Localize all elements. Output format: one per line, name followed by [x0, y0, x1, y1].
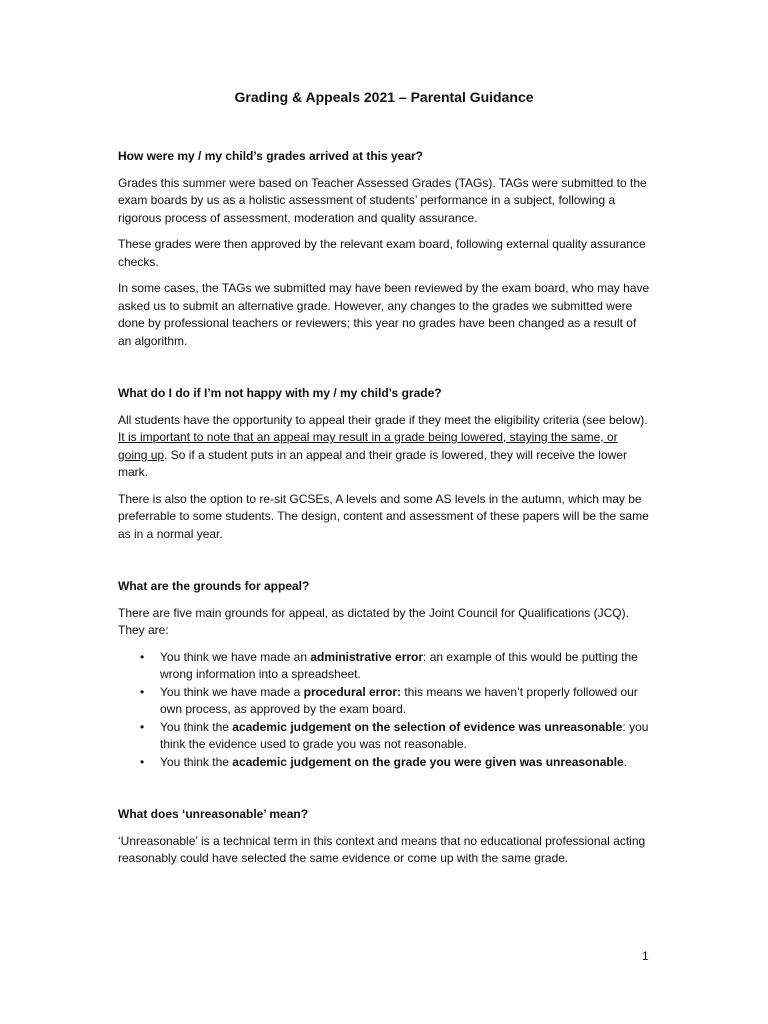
item-emphasis: academic judgement on the selection of evidence was unreasonable [232, 719, 623, 734]
paragraph: These grades were then approved by the relevant exam board, following external quality assurance checks. [118, 237, 646, 269]
list-item [118, 719, 650, 754]
bullet-icon: • [140, 719, 145, 734]
item-text: You think the [160, 754, 233, 769]
section-heading: How were my / my child’s grades arrived at this year? [118, 149, 424, 163]
section-unreasonable-meaning [118, 806, 650, 868]
bullet-icon: • [140, 754, 145, 769]
paragraph [118, 412, 650, 482]
item-text: : an example of this would be putting the wrong information into a spreadsheet. [160, 649, 638, 681]
page-number: 1 [642, 949, 649, 963]
section-heading: What does ‘unreasonable’ mean? [118, 807, 309, 821]
item-text: this means we haven’t properly followed our own process, as approved by the exam board. [160, 684, 638, 716]
section-heading: What do I do if I’m not happy with my / my child’s grade? [118, 386, 442, 400]
section-spacer [118, 359, 650, 385]
bullet-icon: • [140, 684, 145, 699]
list-item [118, 684, 650, 719]
section-not-happy [118, 385, 650, 543]
item-text: You think we have made an [160, 649, 311, 664]
bullet-icon: • [140, 649, 145, 664]
item-emphasis: academic judgement on the grade you were given was unreasonable [232, 754, 624, 769]
grounds-list [118, 649, 650, 772]
section-spacer [118, 780, 650, 806]
list-item [118, 649, 650, 684]
section-grades-arrived [118, 148, 650, 350]
item-text: : you think the evidence used to grade you was not reasonable. [160, 719, 649, 751]
paragraph: In some cases, the TAGs we submitted may have been reviewed by the exam board, who may have asked us to submit an alternative grade. However, any changes to the grades we submitted were done by professional teachers or reviewers; this year no grades have been changed as a result of an algorithm. [118, 281, 650, 348]
paragraph: Grades this summer were based on Teacher Assessed Grades (TAGs). TAGs were submitted to the exam boards by us as a holistic assessment of students’ performance in a subject, following a rigorous process of assessment, moderation and quality assurance. [118, 175, 647, 225]
paragraph-text: . So if a student puts in an appeal and their grade is lowered, they will receive the lower mark. [118, 447, 627, 479]
paragraph: There are five main grounds for appeal, as dictated by the Joint Council for Qualifications (JCQ). They are: [118, 605, 629, 637]
section-spacer [118, 552, 650, 578]
underlined-notice: It is important to note that an appeal may result in a grade being lowered, staying the same, or going up [118, 430, 618, 462]
document-body [118, 148, 650, 877]
document-title: Grading & Appeals 2021 – Parental Guidance [234, 89, 534, 105]
item-text: You think the [160, 719, 233, 734]
paragraph: ‘Unreasonable’ is a technical term in this context and means that no educational professional acting reasonably could have selected the same evidence or come up with the same grade. [118, 833, 646, 865]
item-emphasis: procedural error: [303, 684, 402, 699]
section-grounds-for-appeal [118, 578, 650, 771]
paragraph-text: All students have the opportunity to appeal their grade if they meet the eligibility criteria (see below). [118, 412, 648, 427]
item-emphasis: administrative error [310, 649, 424, 664]
list-item [118, 754, 650, 772]
item-text: You think we have made a [160, 684, 304, 699]
paragraph: There is also the option to re-sit GCSEs, A levels and some AS levels in the autumn, which may be preferrable to some students. The design, content and assessment of these papers will be the same as in a normal year. [118, 491, 649, 541]
item-text: . [623, 754, 628, 769]
section-heading: What are the grounds for appeal? [118, 579, 310, 593]
